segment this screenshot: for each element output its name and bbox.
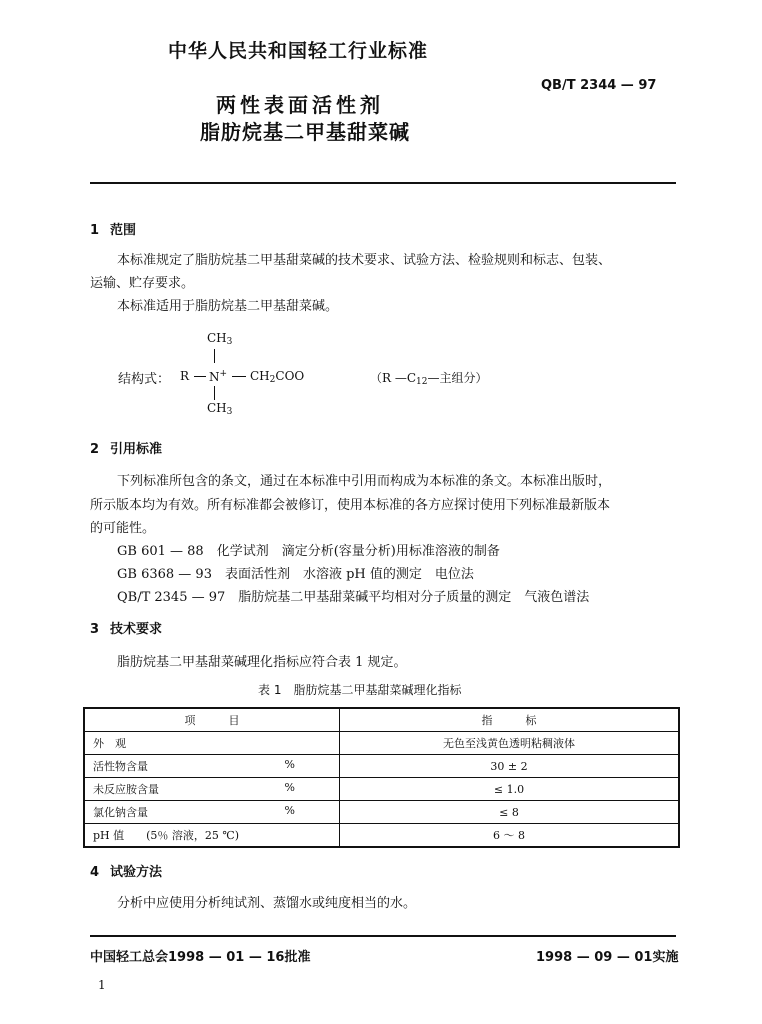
table-row (84, 755, 679, 778)
reference-item: GB 601 — 88 化学试剂 滴定分析(容量分析)用标准溶液的制备 (117, 544, 500, 559)
formula-bond-bottom (214, 386, 215, 400)
table-cell-value: ≤ 1.0 (340, 778, 680, 801)
formula-n: N+ (209, 369, 228, 384)
table-cell-item: 活性物含量 % (84, 755, 340, 778)
section-4-paragraph: 分析中应使用分析纯试剂、蒸馏水或纯度相当的水。 (117, 896, 417, 911)
section-title: 范围 (110, 223, 137, 238)
reference-item: QB/T 2345 — 97 脂肪烷基二甲基甜菜碱平均相对分子质量的测定 气液色谱法 (117, 590, 590, 605)
table-row (84, 778, 679, 801)
table-row (84, 801, 679, 824)
approval-date: 中国轻工总会1998 — 01 — 16批准 (90, 950, 311, 965)
section-number: 3 (90, 622, 100, 637)
table-caption: 表 1 脂肪烷基二甲基甜菜碱理化指标 (258, 683, 462, 697)
section-1-paragraph-line: 本标准规定了脂肪烷基二甲基甜菜碱的技术要求、试验方法、检验规则和标志、包装、 (117, 253, 612, 268)
table-header-item: 项 目 (84, 708, 340, 732)
formula-ch2coo: $CH_2COO$ (250, 369, 305, 385)
footer-rule (90, 935, 676, 937)
table-row (84, 732, 679, 755)
table-header-index: 指 标 (340, 708, 680, 732)
section-2-heading (90, 438, 162, 457)
properties-table (83, 707, 680, 848)
implementation-date: 1998 — 09 — 01实施 (536, 950, 679, 965)
table-cell-item: 外 观 (84, 732, 340, 755)
formula-bond-left (194, 376, 206, 377)
table-cell-value: 6 ～ 8 (340, 824, 680, 848)
document-title-line2: 脂肪烷基二甲基甜菜碱 (200, 120, 410, 144)
section-1-heading (90, 219, 136, 238)
section-number: 1 (90, 223, 100, 238)
formula-ch3-top: $CH_3$ (207, 331, 233, 347)
reference-item: GB 6368 — 93 表面活性剂 水溶液 pH 值的测定 电位法 (117, 567, 474, 582)
header-rule (90, 182, 676, 184)
table-cell-item: 氯化钠含量 % (84, 801, 340, 824)
section-2-paragraph-line: 的可能性。 (90, 521, 156, 536)
page-number: 1 (98, 978, 106, 992)
standard-number: QB/T 2344 — 97 (541, 78, 657, 93)
formula-bond-top (214, 349, 215, 363)
section-3-paragraph: 脂肪烷基二甲基甜菜碱理化指标应符合表 1 规定。 (117, 655, 407, 670)
table-cell-value: 无色至浅黄色透明粘稠液体 (340, 732, 680, 755)
section-title: 引用标准 (110, 442, 163, 457)
formula-note: （R $—C_{12}—$主组分） (370, 371, 488, 387)
section-1-scope-paragraph: 本标准适用于脂肪烷基二甲基甜菜碱。 (117, 299, 339, 314)
section-2-paragraph-line: 下列标准所包含的条文，通过在本标准中引用而构成为本标准的条文。本标准出版时， (117, 474, 612, 489)
formula-label: 结构式： (118, 372, 171, 387)
table-cell-item: pH 值 (5％ 溶液，25 ℃) (84, 824, 340, 848)
table-cell-value: 30 ± 2 (340, 755, 680, 778)
formula-ch3-bottom: $CH_3$ (207, 401, 233, 417)
issuing-body: 中华人民共和国轻工行业标准 (168, 40, 429, 62)
formula-r: R (180, 369, 190, 383)
document-title-line1: 两性表面活性剂 (216, 93, 384, 117)
table-header-row (84, 708, 679, 732)
section-title: 试验方法 (110, 865, 163, 880)
table-cell-item: 未反应胺含量 % (84, 778, 340, 801)
table-row (84, 824, 679, 848)
table-cell-value: ≤ 8 (340, 801, 680, 824)
section-3-heading (90, 618, 162, 637)
section-title: 技术要求 (110, 622, 163, 637)
formula-bond-right (232, 376, 246, 377)
section-4-heading (90, 861, 162, 880)
section-1-paragraph-line: 运输、贮存要求。 (90, 276, 195, 291)
section-2-paragraph-line: 所示版本均为有效。所有标准都会被修订，使用本标准的各方应探讨使用下列标准最新版本 (90, 498, 611, 513)
section-number: 2 (90, 442, 100, 457)
section-number: 4 (90, 865, 100, 880)
